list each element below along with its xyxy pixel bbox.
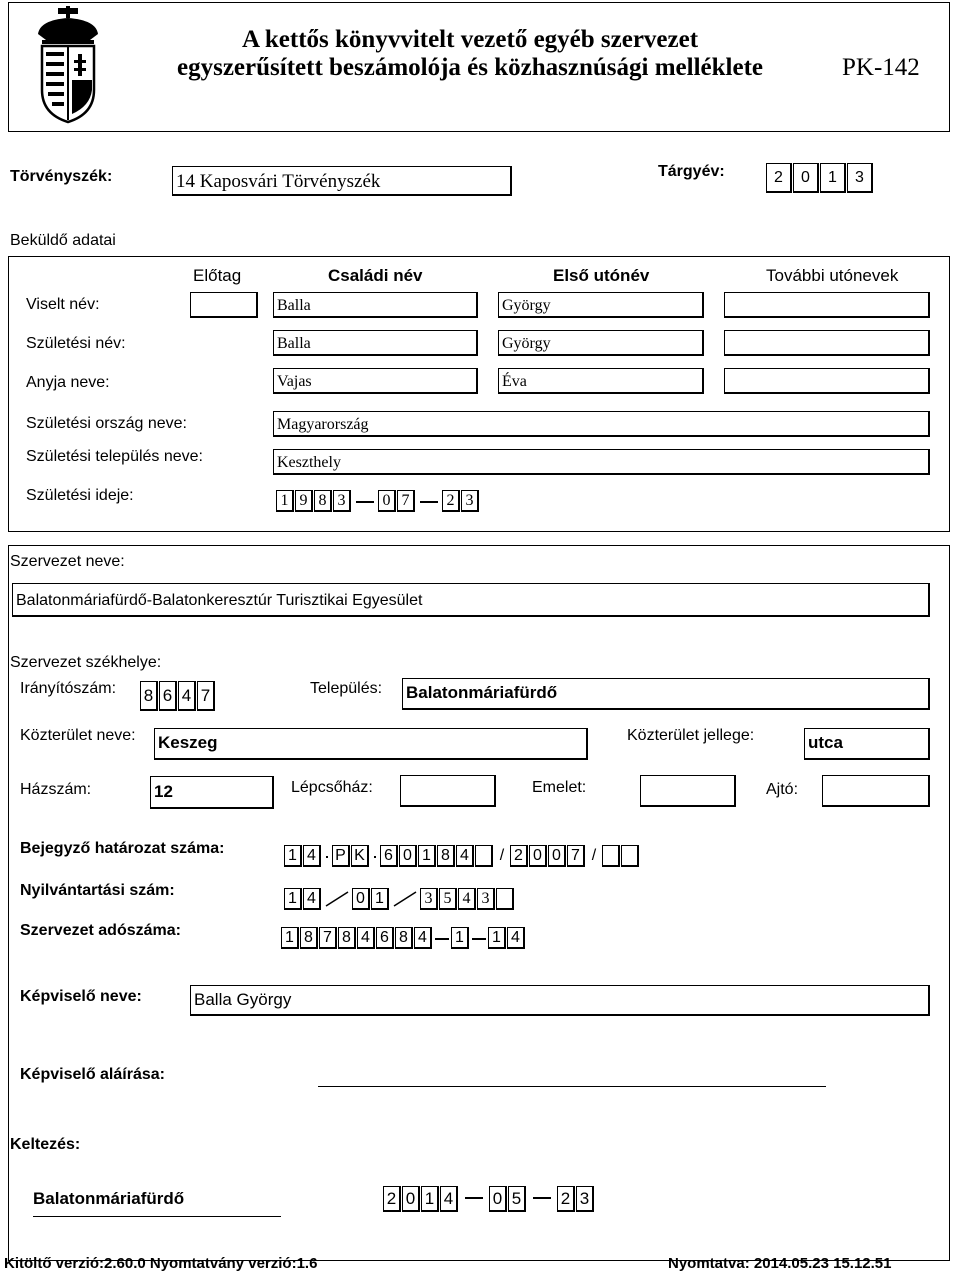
- birth-day-digit: 3: [461, 490, 479, 512]
- court-value: 14 Kaposvári Törvényszék: [176, 171, 381, 192]
- reg-cell: 1: [371, 888, 389, 910]
- res-cell: [621, 845, 639, 867]
- col-more-header: További utónevek: [766, 266, 899, 285]
- birth-first-field[interactable]: [498, 330, 704, 356]
- worn-family-value: Balla: [277, 297, 311, 314]
- worn-prefix-field[interactable]: [190, 292, 258, 318]
- floor-field[interactable]: [640, 775, 736, 807]
- dating-month-digit: 5: [508, 1186, 526, 1212]
- col-prefix-header: Előtag: [193, 266, 242, 285]
- res-cell: 7: [567, 845, 585, 867]
- court-field[interactable]: [172, 166, 512, 196]
- rep-name-field[interactable]: [190, 985, 930, 1016]
- org-name-field[interactable]: [12, 583, 930, 617]
- tax-cell: 4: [357, 927, 375, 949]
- footer-printed: Nyomtatva: 2014.05.23 15.12.51: [668, 1255, 892, 1272]
- tax-cell: 1: [488, 927, 506, 949]
- res-cell: 0: [399, 845, 417, 867]
- dating-month-digit: 0: [489, 1186, 507, 1212]
- res-cell: 4: [456, 845, 474, 867]
- year-digit: 1: [820, 163, 846, 193]
- form-title-line1: A kettős könyvvitelt vezető egyéb szervezet: [241, 26, 699, 53]
- tax-cell: 8: [338, 927, 356, 949]
- street-value: Keszeg: [158, 733, 218, 752]
- form-title-line2: egyszerűsített beszámolója és közhasznúsági melléklete: [177, 54, 763, 81]
- zip-cells[interactable]: [140, 681, 216, 711]
- signature-line[interactable]: [318, 1086, 826, 1087]
- reg-cell: 3: [420, 888, 438, 910]
- birth-name-label: Születési név:: [26, 335, 126, 352]
- birth-family-field[interactable]: [273, 330, 478, 356]
- birth-day-digit: 2: [442, 490, 460, 512]
- tax-dash: [472, 927, 486, 949]
- birth-month-digit: 0: [378, 490, 396, 512]
- city-label: Település:: [310, 680, 383, 697]
- reg-separator: [322, 888, 352, 910]
- mother-first-value: Éva: [502, 373, 527, 390]
- floor-label: Emelet:: [532, 779, 587, 796]
- footer-version: Kitöltő verzió:2.60.0 Nyomtatvány verzió:1.6: [4, 1255, 318, 1272]
- res-cell: 8: [437, 845, 455, 867]
- date-dash: [356, 490, 374, 512]
- reg-cell: 5: [439, 888, 457, 910]
- res-cell: [602, 845, 620, 867]
- dating-place-line: [33, 1216, 281, 1217]
- street-type-label: Közterület jellege:: [627, 727, 755, 744]
- resolution-cells[interactable]: [284, 845, 640, 867]
- sender-section-label: Beküldő adatai: [10, 232, 116, 249]
- coat-of-arms-icon: [28, 6, 108, 126]
- street-label: Közterület neve:: [20, 727, 136, 744]
- rep-name-value: Balla György: [194, 990, 292, 1009]
- tax-cell: 8: [300, 927, 318, 949]
- res-cell: 0: [529, 845, 547, 867]
- mother-family-value: Vajas: [277, 373, 312, 390]
- reg-separator: [390, 888, 420, 910]
- dating-label: Keltezés:: [10, 1136, 81, 1153]
- house-label: Házszám:: [20, 781, 92, 798]
- tax-cell: 7: [319, 927, 337, 949]
- birth-date-label: Születési ideje:: [26, 487, 134, 504]
- tax-cells[interactable]: [281, 927, 526, 949]
- birth-country-field[interactable]: [273, 411, 930, 437]
- worn-first-field[interactable]: [498, 292, 704, 318]
- birth-year-digit: 3: [333, 490, 351, 512]
- year-digit: 0: [793, 163, 819, 193]
- birth-year-digit: 8: [314, 490, 332, 512]
- street-field[interactable]: [154, 728, 588, 760]
- year-label: Tárgyév:: [658, 163, 725, 180]
- res-slash: /: [591, 847, 597, 864]
- reg-cell: 4: [458, 888, 476, 910]
- res-cell: 6: [380, 845, 398, 867]
- dating-year-digit: 2: [383, 1186, 401, 1212]
- reg-cell: 4: [303, 888, 321, 910]
- tax-cell: 1: [451, 927, 469, 949]
- tax-cell: 8: [395, 927, 413, 949]
- res-dot: [370, 845, 380, 867]
- zip-digit: 6: [159, 681, 177, 711]
- col-first-header: Első utónév: [553, 266, 650, 285]
- mother-first-field[interactable]: [498, 368, 704, 394]
- dating-place: Balatonmáriafürdő: [33, 1189, 185, 1208]
- house-value: 12: [154, 782, 173, 801]
- birth-country-value: Magyarország: [277, 416, 369, 433]
- zip-label: Irányítószám:: [20, 680, 117, 697]
- city-field[interactable]: [402, 678, 930, 710]
- city-value: Balatonmáriafürdő: [406, 683, 558, 702]
- col-family-header: Családi név: [328, 266, 423, 285]
- tax-cell: 1: [281, 927, 299, 949]
- registry-cells[interactable]: [284, 888, 515, 910]
- res-cell: P: [332, 845, 350, 867]
- mother-name-label: Anyja neve:: [26, 374, 110, 391]
- date-dash: [533, 1186, 551, 1212]
- birth-city-value: Keszthely: [277, 454, 341, 471]
- tax-cell: 4: [414, 927, 432, 949]
- org-name-value: Balatonmáriafürdő-Balatonkeresztúr Turisztikai Egyesület: [16, 592, 423, 609]
- rep-signature-label: Képviselő aláírása:: [20, 1066, 165, 1083]
- birth-more-field[interactable]: [724, 330, 930, 356]
- stair-label: Lépcsőház:: [291, 779, 373, 796]
- street-type-field[interactable]: [804, 728, 930, 760]
- birth-first-value: György: [502, 335, 551, 352]
- reg-cell: 1: [284, 888, 302, 910]
- birth-city-label: Születési település neve:: [26, 448, 203, 465]
- tax-cell: 4: [507, 927, 525, 949]
- res-cell: K: [351, 845, 369, 867]
- birth-date-cells[interactable]: [276, 490, 480, 512]
- reg-cell: 3: [477, 888, 495, 910]
- year-digit: 2: [766, 163, 792, 193]
- res-cell: 2: [510, 845, 528, 867]
- date-dash: [465, 1186, 483, 1212]
- mother-more-field[interactable]: [724, 368, 930, 394]
- tax-label: Szervezet adószáma:: [20, 922, 181, 939]
- registry-label: Nyilvántartási szám:: [20, 882, 175, 899]
- zip-digit: 7: [197, 681, 215, 711]
- worn-family-field[interactable]: [273, 292, 478, 318]
- door-label: Ajtó:: [766, 781, 799, 798]
- tax-dash: [435, 927, 449, 949]
- court-label: Törvényszék:: [10, 168, 113, 185]
- dating-date-cells[interactable]: [383, 1186, 595, 1212]
- worn-first-value: György: [502, 297, 551, 314]
- res-cell: 4: [303, 845, 321, 867]
- zip-digit: 8: [140, 681, 158, 711]
- door-field[interactable]: [822, 775, 930, 807]
- birth-year-digit: 1: [276, 490, 294, 512]
- org-seat-label: Szervezet székhelye:: [10, 654, 162, 671]
- house-field[interactable]: [150, 776, 274, 809]
- mother-family-field[interactable]: [273, 368, 478, 394]
- res-cell: [475, 845, 493, 867]
- birth-city-field[interactable]: [273, 449, 930, 475]
- res-dot: [322, 845, 332, 867]
- form-code: PK-142: [842, 54, 920, 81]
- year-digit: 3: [847, 163, 873, 193]
- street-type-value: utca: [808, 733, 843, 752]
- res-slash: /: [499, 847, 505, 864]
- birth-family-value: Balla: [277, 335, 311, 352]
- tax-cell: 6: [376, 927, 394, 949]
- stair-field[interactable]: [400, 775, 496, 807]
- worn-more-field[interactable]: [724, 292, 930, 318]
- worn-name-label: Viselt név:: [26, 296, 100, 313]
- form-title: [130, 26, 810, 82]
- org-name-label: Szervezet neve:: [10, 553, 125, 570]
- reg-cell: 0: [352, 888, 370, 910]
- birth-month-digit: 7: [397, 490, 415, 512]
- res-cell: 0: [548, 845, 566, 867]
- zip-digit: 4: [178, 681, 196, 711]
- dating-day-digit: 3: [576, 1186, 594, 1212]
- rep-name-label: Képviselő neve:: [20, 988, 142, 1005]
- res-cell: 1: [284, 845, 302, 867]
- date-dash: [420, 490, 438, 512]
- year-cells[interactable]: [766, 163, 874, 193]
- resolution-label: Bejegyző határozat száma:: [20, 840, 225, 857]
- birth-country-label: Születési ország neve:: [26, 415, 187, 432]
- dating-year-digit: 0: [402, 1186, 420, 1212]
- dating-year-digit: 1: [421, 1186, 439, 1212]
- birth-year-digit: 9: [295, 490, 313, 512]
- reg-cell: [496, 888, 514, 910]
- dating-day-digit: 2: [557, 1186, 575, 1212]
- dating-year-digit: 4: [440, 1186, 458, 1212]
- res-cell: 1: [418, 845, 436, 867]
